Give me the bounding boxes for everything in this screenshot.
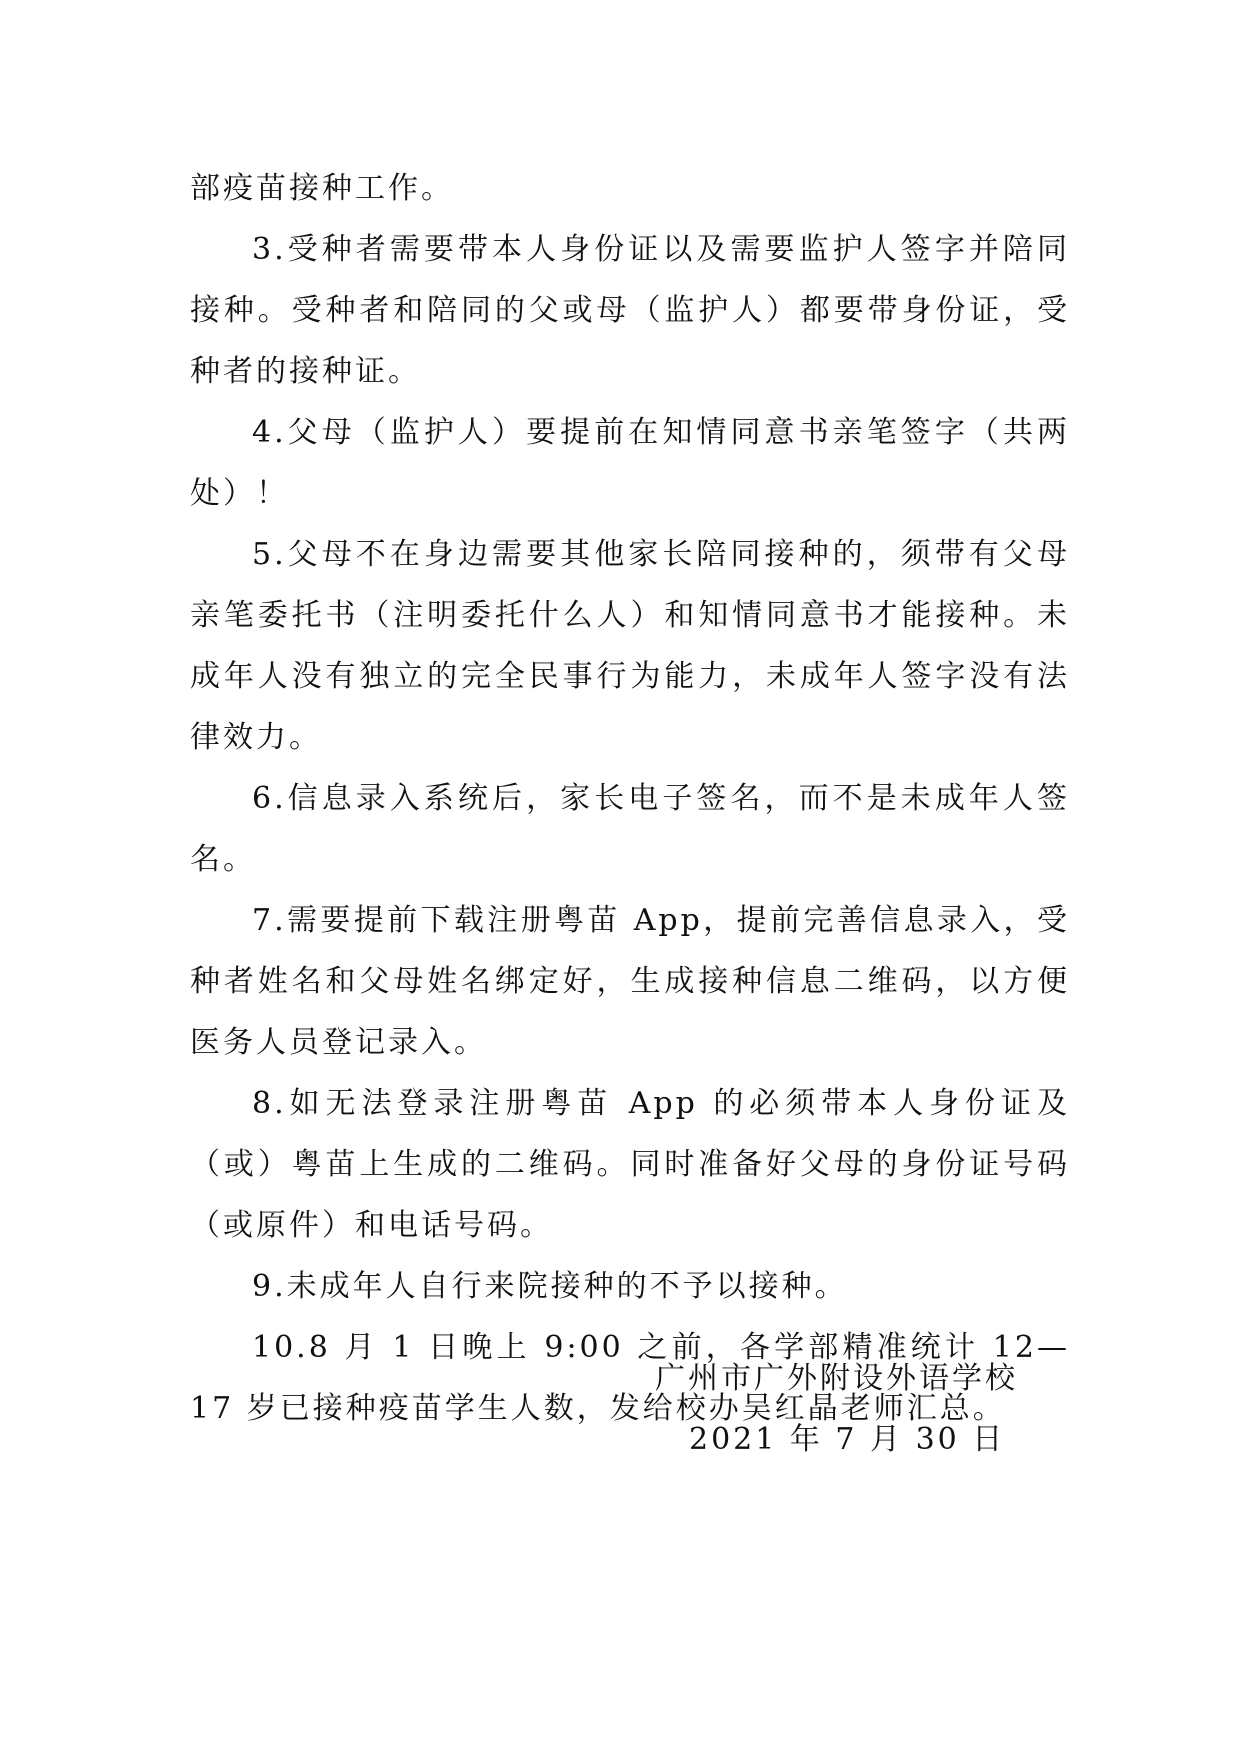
signature-date: 2021 年 7 月 30 日 bbox=[689, 1422, 1006, 1457]
paragraph-item-6: 6.信息录入系统后，家长电子签名，而不是未成年人签名。 bbox=[190, 781, 1070, 877]
document-body bbox=[190, 158, 1070, 1439]
paragraph-item-8: 8.如无法登录注册粤苗 App 的必须带本人身份证及（或）粤苗上生成的二维码。同时准备好父母的身份证号码（或原件）和电话号码。 bbox=[190, 1086, 1070, 1243]
paragraph-item-5: 5.父母不在身边需要其他家长陪同接种的，须带有父母亲笔委托书（注明委托什么人）和知情同意书才能接种。未成年人没有独立的完全民事行为能力，未成年人签字没有法律效力。 bbox=[190, 537, 1070, 755]
paragraph-continuation: 部疫苗接种工作。 bbox=[190, 171, 454, 206]
signature-block bbox=[655, 1348, 1075, 1470]
paragraph-item-3: 3.受种者需要带本人身份证以及需要监护人签字并陪同接种。受种者和陪同的父或母（监护人）都要带身份证，受种者的接种证。 bbox=[190, 232, 1070, 389]
paragraph-item-7: 7.需要提前下载注册粤苗 App，提前完善信息录入，受种者姓名和父母姓名绑定好，生成接种信息二维码，以方便医务人员登记录入。 bbox=[190, 903, 1070, 1060]
paragraph-item-9: 9.未成年人自行来院接种的不予以接种。 bbox=[252, 1269, 848, 1304]
paragraph-item-4: 4.父母（监护人）要提前在知情同意书亲笔签字（共两处）！ bbox=[190, 415, 1070, 511]
paragraph-item-10: 10.8 月 1 日晚上 9:00 之前，各学部精准统计 12—17 岁已接种疫苗学生人数，发给校办吴红晶老师汇总。 bbox=[190, 1330, 1070, 1426]
signature-organization: 广州市广外附设外语学校 bbox=[655, 1361, 1018, 1396]
